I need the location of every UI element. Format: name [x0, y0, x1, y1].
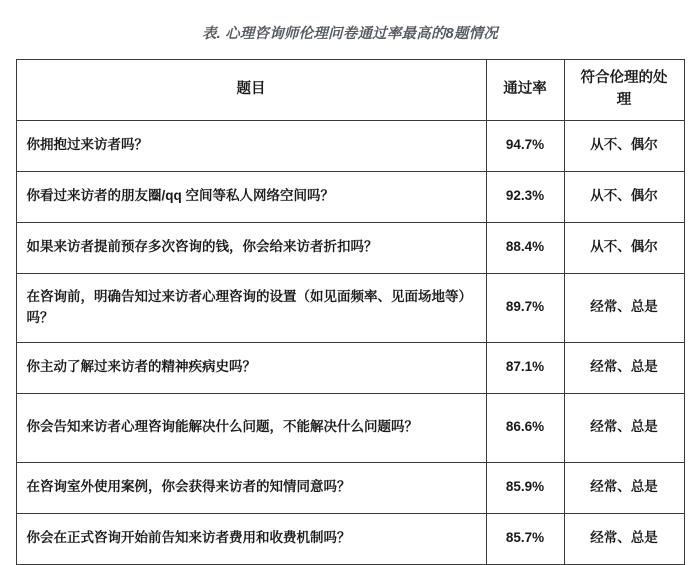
table-row: [16, 222, 684, 273]
cell-ethical-response: 经常、总是: [564, 393, 684, 462]
column-header-ethical-response: 符合伦理的处理: [564, 60, 684, 121]
cell-item: 你主动了解过来访者的精神疾病史吗？: [16, 342, 486, 393]
cell-pass-rate: 88.4%: [486, 222, 564, 273]
table-row: [16, 462, 684, 513]
table-row: [16, 171, 684, 222]
cell-item: 如果来访者提前预存多次咨询的钱，你会给来访者折扣吗？: [16, 222, 486, 273]
column-header-pass-rate: 通过率: [486, 60, 564, 121]
cell-ethical-response: 经常、总是: [564, 462, 684, 513]
cell-ethical-response: 经常、总是: [564, 273, 684, 342]
cell-pass-rate: 94.7%: [486, 120, 564, 171]
cell-pass-rate: 85.9%: [486, 462, 564, 513]
cell-pass-rate: 89.7%: [486, 273, 564, 342]
table-row: [16, 393, 684, 462]
cell-ethical-response: 从不、偶尔: [564, 171, 684, 222]
table-body: [16, 120, 684, 564]
table-row: [16, 513, 684, 564]
cell-item: 你会告知来访者心理咨询能解决什么问题，不能解决什么问题吗？: [16, 393, 486, 462]
table-row: [16, 273, 684, 342]
cell-item: 你会在正式咨询开始前告知来访者费用和收费机制吗？: [16, 513, 486, 564]
cell-item: 你拥抱过来访者吗？: [16, 120, 486, 171]
cell-item: 在咨询室外使用案例，你会获得来访者的知情同意吗？: [16, 462, 486, 513]
cell-item: 你看过来访者的朋友圈/qq 空间等私人网络空间吗？: [16, 171, 486, 222]
cell-pass-rate: 85.7%: [486, 513, 564, 564]
table-caption: 表. 心理咨询师伦理问卷通过率最高的8题情况: [201, 26, 499, 42]
cell-ethical-response: 经常、总是: [564, 513, 684, 564]
cell-ethical-response: 从不、偶尔: [564, 120, 684, 171]
cell-pass-rate: 86.6%: [486, 393, 564, 462]
cell-pass-rate: 92.3%: [486, 171, 564, 222]
table-header: [16, 60, 684, 121]
cell-pass-rate: 87.1%: [486, 342, 564, 393]
cell-ethical-response: 经常、总是: [564, 342, 684, 393]
table-header-row: [16, 60, 684, 121]
column-header-item: 题目: [16, 60, 486, 121]
cell-ethical-response: 从不、偶尔: [564, 222, 684, 273]
ethics-survey-table: [16, 59, 685, 565]
table-row: [16, 342, 684, 393]
cell-item: 在咨询前，明确告知过来访者心理咨询的设置（如见面频率、见面场地等）吗？: [16, 273, 486, 342]
table-row: [16, 120, 684, 171]
